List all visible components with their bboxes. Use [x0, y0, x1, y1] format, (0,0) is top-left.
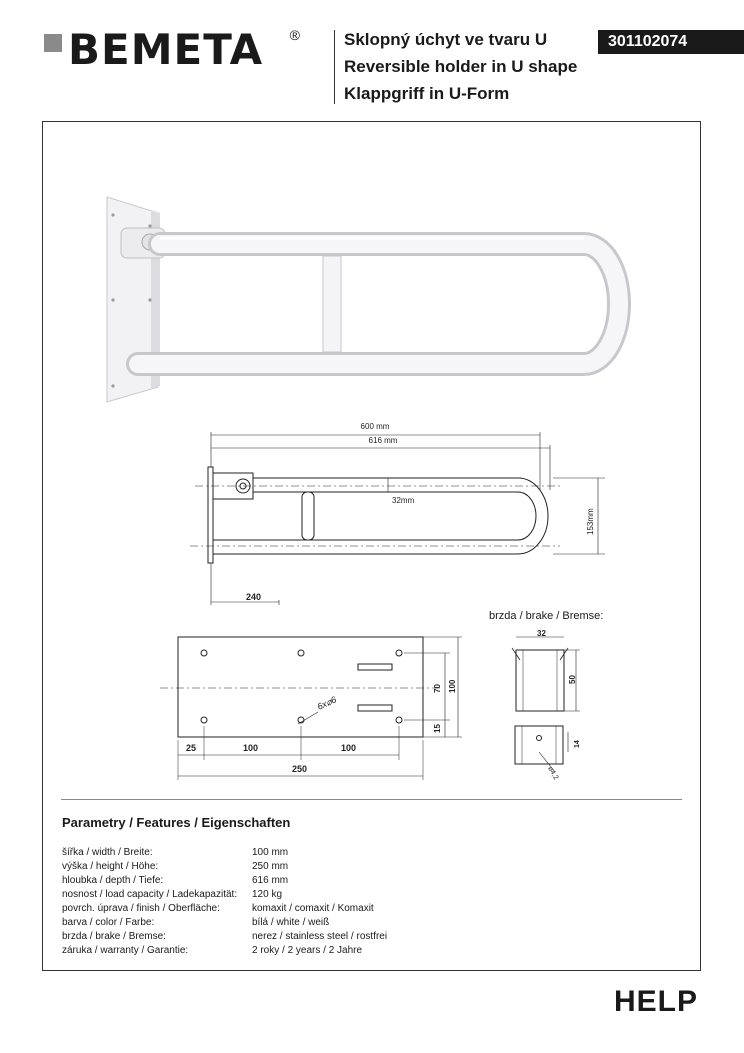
table-row — [62, 860, 387, 874]
feature-value: komaxit / comaxit / Komaxit — [252, 903, 374, 914]
feature-label: šířka / width / Breite: — [62, 847, 153, 858]
dim-32mm: 32mm — [392, 496, 415, 505]
title-cs: Sklopný úchyt ve tvaru U — [344, 30, 548, 49]
dim-240: 240 — [246, 592, 262, 602]
table-row — [62, 944, 387, 958]
table-row — [62, 902, 387, 916]
brake-dim-14: 14 — [574, 740, 581, 748]
feature-label: povrch. úprava / finish / Oberfläche: — [62, 903, 220, 914]
feature-label: záruka / warranty / Garantie: — [62, 945, 189, 956]
feature-value: 250 mm — [252, 861, 289, 872]
feature-value: nerez / stainless steel / rostfrei — [252, 931, 388, 942]
series-name: HELP — [614, 985, 699, 1018]
dim-15: 15 — [433, 724, 442, 733]
title-en: Reversible holder in U shape — [344, 57, 578, 76]
features-table — [62, 846, 387, 958]
dim-100-a: 100 — [243, 743, 259, 753]
feature-value: 2 roky / 2 years / 2 Jahre — [252, 945, 363, 956]
dim-70: 70 — [433, 684, 442, 693]
feature-label: barva / color / Farbe: — [62, 917, 155, 928]
features-separator — [61, 799, 682, 800]
side-view-drawing — [190, 432, 605, 605]
dim-153mm: 153mm — [586, 508, 595, 535]
table-row — [62, 930, 387, 944]
table-row — [62, 888, 387, 902]
brake-drawing — [512, 637, 580, 772]
brake-dim-50: 50 — [568, 675, 577, 684]
brake-dim-hole: ⌀4,2 — [546, 765, 560, 782]
feature-label: výška / height / Höhe: — [62, 861, 159, 872]
dim-250: 250 — [292, 764, 308, 774]
dim-100-b: 100 — [341, 743, 357, 753]
brake-dim-32: 32 — [537, 629, 546, 638]
dim-600mm: 600 mm — [360, 422, 390, 431]
dim-616mm: 616 mm — [368, 436, 398, 445]
product-photo — [107, 197, 619, 402]
table-row — [62, 846, 387, 860]
feature-value: 100 mm — [252, 847, 289, 858]
registered-mark: ® — [289, 27, 300, 43]
dim-25: 25 — [186, 743, 197, 753]
plate-drawing — [160, 637, 462, 780]
table-row — [62, 874, 387, 888]
product-code-badge: 301102074 — [598, 30, 744, 54]
feature-label: hloubka / depth / Tiefe: — [62, 875, 164, 886]
brake-label: brzda / brake / Bremse: — [489, 610, 604, 622]
title-de: Klappgriff in U-Form — [344, 84, 510, 103]
feature-value: 120 kg — [252, 889, 283, 900]
hole-label: 6x⌀6 — [315, 694, 338, 712]
feature-value: 616 mm — [252, 875, 289, 886]
feature-value: bílá / white / weiß — [252, 917, 330, 928]
feature-label: nosnost / load capacity / Ladekapazität: — [62, 889, 238, 900]
feature-label: brzda / brake / Bremse: — [62, 931, 166, 942]
dim-100-height: 100 — [448, 679, 457, 693]
features-title: Parametry / Features / Eigenschaften — [62, 815, 291, 830]
logo-text: BEMETA — [68, 25, 264, 74]
table-row — [62, 916, 387, 930]
